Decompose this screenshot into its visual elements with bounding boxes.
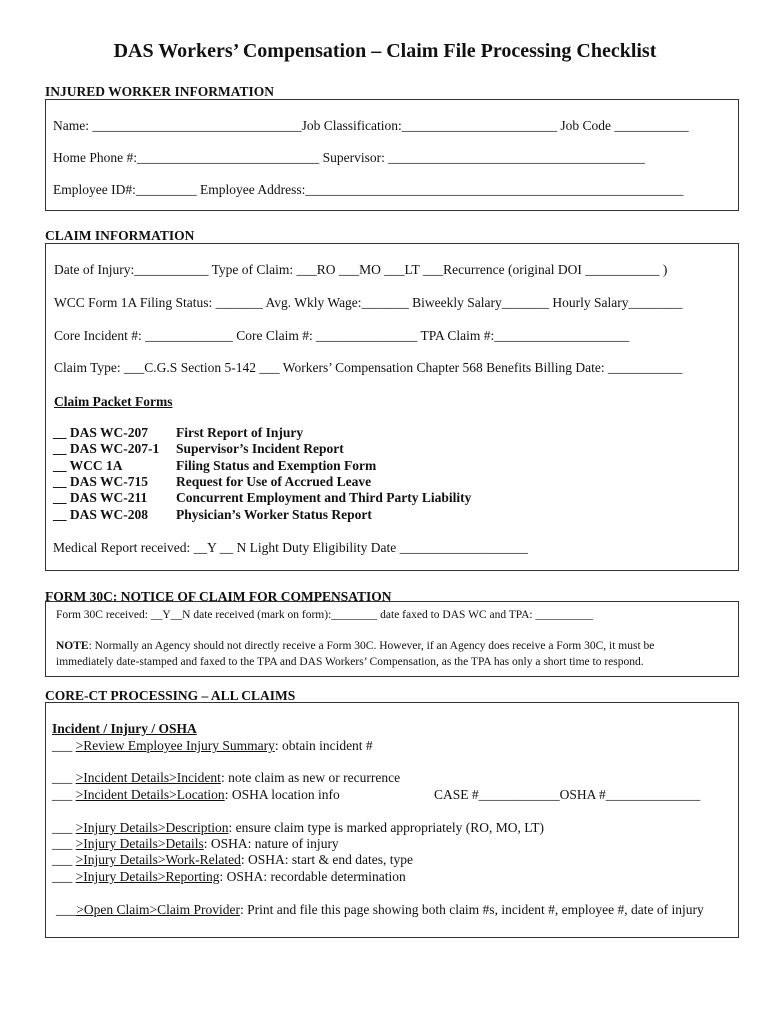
form-30c-note-line-1 (56, 640, 654, 652)
checklist-item (52, 770, 400, 786)
checkbox-blank: ___ (56, 902, 77, 917)
form-desc: First Report of Injury (176, 425, 304, 440)
checklist-path: >Incident Details>Location (75, 787, 225, 802)
form-desc: Physician’s Worker Status Report (176, 507, 372, 522)
checklist-path: >Review Employee Injury Summary (75, 738, 275, 753)
checkbox-blank: ___ (52, 770, 76, 785)
note-label: NOTE (56, 640, 89, 652)
form-desc: Concurrent Employment and Third Party Liability (176, 490, 472, 505)
checkbox-blank: ___ (52, 820, 76, 835)
form-code: __ DAS WC-211 (53, 490, 148, 505)
checklist-text: : OSHA location info (224, 787, 340, 802)
form-code: __ DAS WC-207-1 (53, 441, 160, 456)
checkbox-blank: ___ (52, 869, 76, 884)
section-header-core-ct: CORE-CT PROCESSING – ALL CLAIMS (45, 688, 296, 703)
checklist-path: >Open Claim>Claim Provider (76, 902, 240, 917)
claim-packet-header: Claim Packet Forms (54, 394, 173, 409)
checkbox-blank: ___ (52, 852, 76, 867)
medical-report-line: Medical Report received: __Y __ N Light Duty Eligibility Date ___________________ (53, 540, 528, 555)
page-title: DAS Workers’ Compensation – Claim File Processing Checklist (113, 40, 657, 62)
checklist-text: : note claim as new or recurrence (220, 770, 401, 785)
filing-status-line: WCC Form 1A Filing Status: _______ Avg. Wkly Wage:_______ Biweekly Salary_______ Hourly Salary________ (54, 295, 683, 310)
note-text-1: : Normally an Agency should not directly receive a Form 30C. However, if an Agency does receive a Form 30C, it must be (88, 640, 655, 652)
claim-type-line: Claim Type: ___C.G.S Section 5-142 ___ Workers’ Compensation Chapter 568 Benefits Billing Date: ___________ (54, 360, 683, 375)
form-30c-received-line: Form 30C received: __Y__N date received (mark on form):________ date faxed to DAS WC and TPA: __________ (56, 609, 593, 621)
form-desc: Filing Status and Exemption Form (176, 458, 377, 473)
checklist-path: >Injury Details>Description (75, 820, 229, 835)
incident-injury-osha-header: Incident / Injury / OSHA (52, 721, 197, 736)
claim-info-box (45, 243, 739, 571)
form-desc: Request for Use of Accrued Leave (176, 474, 372, 489)
checklist-item (52, 787, 340, 803)
worker-phone-line: Home Phone #:___________________________ Supervisor: ______________________________________ (53, 150, 645, 165)
worker-id-line: Employee ID#:_________ Employee Address:________________________________________________________ (53, 182, 684, 197)
checklist-path: >Injury Details>Work-Related (75, 852, 241, 867)
checklist-item (52, 852, 413, 868)
checklist-text: : OSHA: start & end dates, type (240, 852, 413, 867)
section-header-form-30c: FORM 30C: NOTICE OF CLAIM FOR COMPENSATION (45, 589, 392, 604)
checklist-item (52, 738, 373, 754)
case-osha-line: CASE #____________OSHA #______________ (434, 787, 701, 802)
form-desc: Supervisor’s Incident Report (176, 441, 344, 456)
checklist-text: : obtain incident # (274, 738, 373, 753)
injured-worker-box (45, 99, 739, 211)
section-header-injured-worker: INJURED WORKER INFORMATION (45, 84, 275, 99)
checkbox-blank: ___ (52, 787, 76, 802)
checklist-text: : OSHA: nature of injury (203, 836, 339, 851)
core-ct-box (45, 702, 739, 938)
checkbox-blank: ___ (52, 836, 76, 851)
checklist-text: : OSHA: recordable determination (219, 869, 406, 884)
checklist-path: >Injury Details>Reporting (75, 869, 220, 884)
injury-date-line: Date of Injury:___________ Type of Claim: ___RO ___MO ___LT ___Recurrence (original DOI ___________ ) (54, 262, 668, 277)
section-header-claim-info: CLAIM INFORMATION (45, 228, 195, 243)
checklist-path: >Incident Details>Incident (75, 770, 221, 785)
checkbox-blank: ___ (52, 738, 76, 753)
worker-name-line: Name: _______________________________Job Classification:_______________________ Job Code ___________ (53, 118, 689, 133)
checklist-item (52, 869, 406, 885)
checklist-text: : ensure claim type is marked appropriately (RO, MO, LT) (228, 820, 544, 835)
form-code: __ DAS WC-715 (53, 474, 149, 489)
checklist-text: : Print and file this page showing both claim #s, incident #, employee #, date of injury (239, 902, 704, 917)
form-code: __ WCC 1A (53, 458, 123, 473)
form-code: __ DAS WC-207 (53, 425, 149, 440)
form-30c-box (45, 601, 739, 677)
checklist-item (52, 820, 544, 836)
core-incident-line: Core Incident #: _____________ Core Claim #: _______________ TPA Claim #:____________________ (54, 328, 630, 343)
checklist-item (56, 902, 704, 918)
checklist-path: >Injury Details>Details (75, 836, 204, 851)
checklist-item (52, 836, 339, 852)
form-code: __ DAS WC-208 (53, 507, 149, 522)
form-30c-note-line-2: immediately date-stamped and faxed to the TPA and DAS Workers’ Compensation, as the TPA has only a short time to respond. (56, 656, 644, 668)
